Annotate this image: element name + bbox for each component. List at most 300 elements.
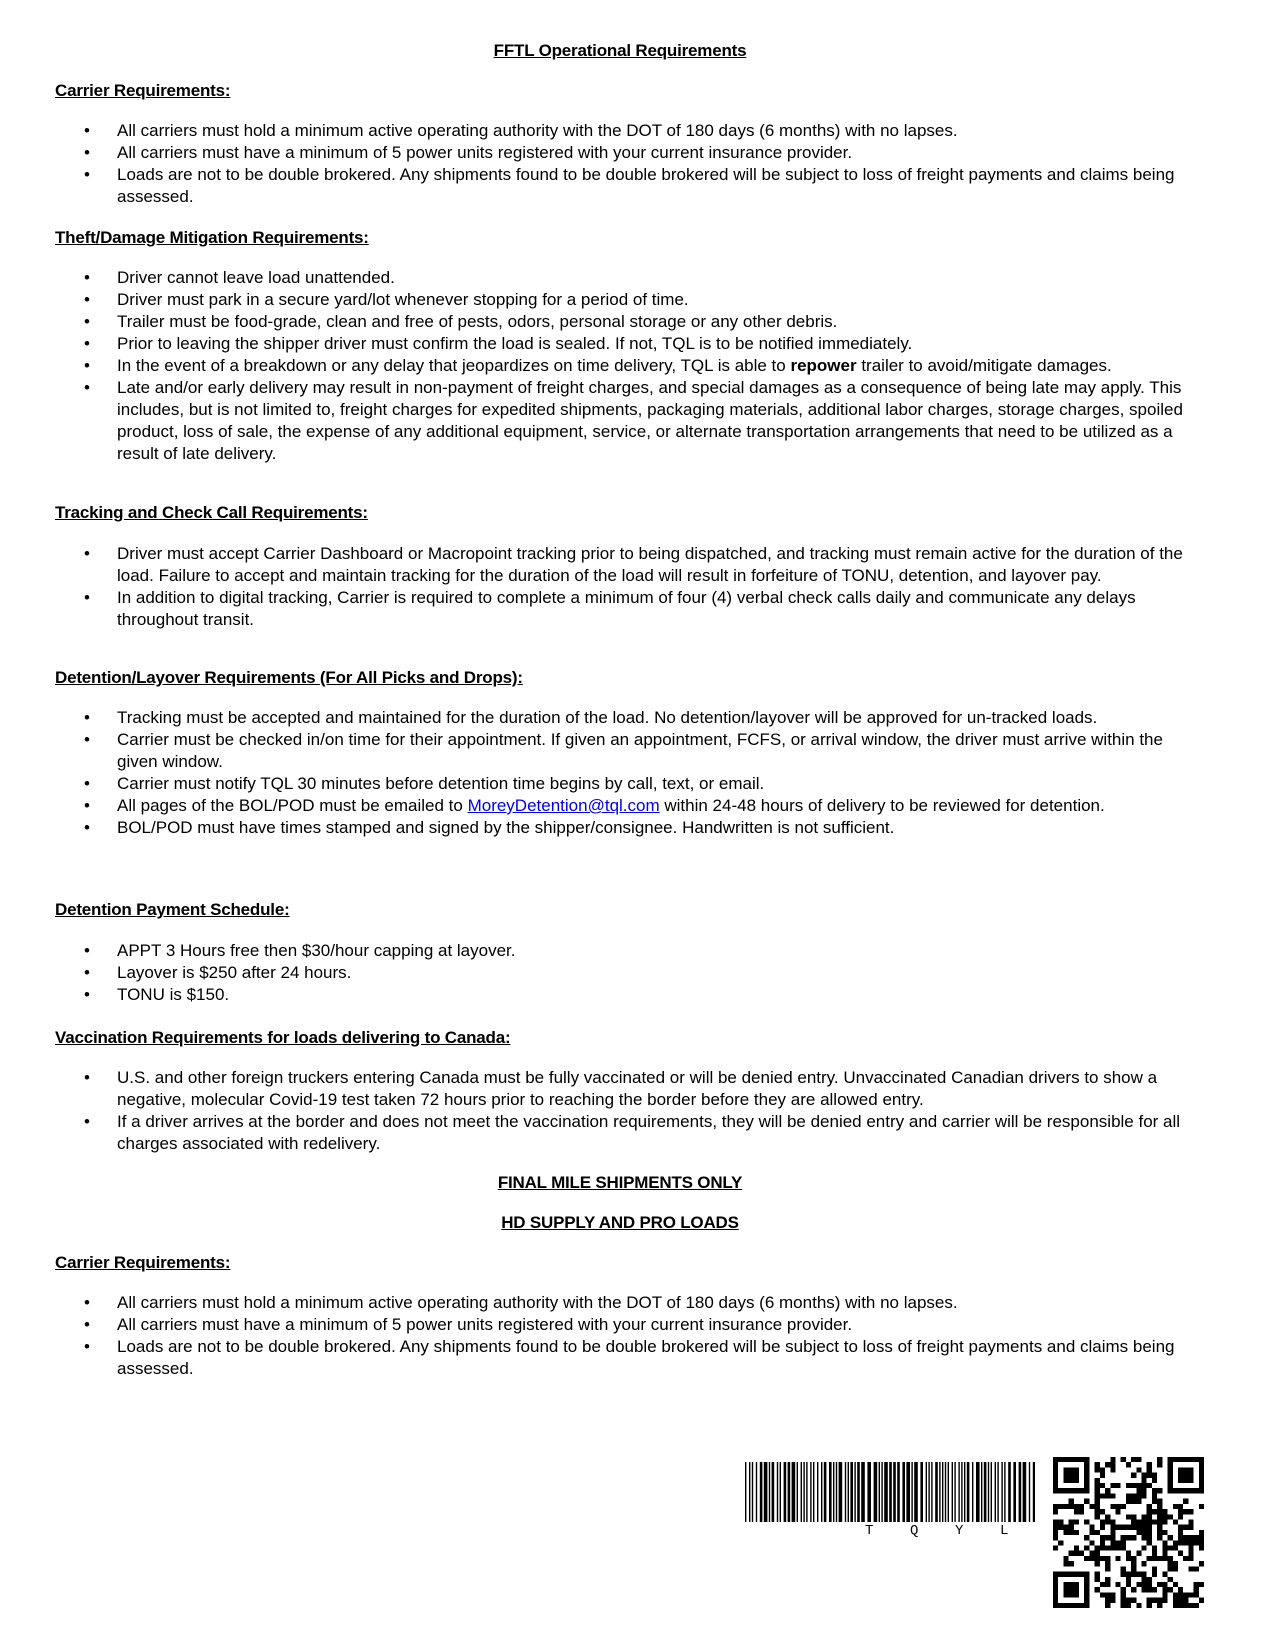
qr-module	[1084, 1483, 1089, 1488]
qr-module	[1110, 1519, 1115, 1524]
qr-module	[1183, 1556, 1188, 1561]
qr-module	[1194, 1603, 1199, 1608]
qr-module	[1147, 1598, 1152, 1603]
qr-module	[1110, 1535, 1115, 1540]
qr-module	[1053, 1457, 1058, 1462]
qr-module	[1074, 1587, 1079, 1592]
qr-module	[1173, 1457, 1178, 1462]
barcode-bar	[964, 1462, 965, 1522]
qr-module	[1168, 1535, 1173, 1540]
qr-module	[1173, 1561, 1178, 1566]
qr-module	[1089, 1556, 1094, 1561]
qr-module	[1188, 1478, 1193, 1483]
qr-module	[1147, 1483, 1152, 1488]
qr-module	[1121, 1592, 1126, 1597]
qr-module	[1188, 1556, 1193, 1561]
qr-module	[1110, 1493, 1115, 1498]
qr-module	[1178, 1457, 1183, 1462]
barcode-bar	[854, 1462, 855, 1522]
qr-module	[1136, 1530, 1141, 1535]
qr-module	[1100, 1467, 1105, 1472]
barcode-bar	[995, 1462, 996, 1522]
qr-module	[1131, 1556, 1136, 1561]
qr-module	[1173, 1603, 1178, 1608]
qr-module	[1053, 1603, 1058, 1608]
qr-module	[1152, 1493, 1157, 1498]
qr-module	[1173, 1566, 1178, 1571]
qr-module	[1152, 1566, 1157, 1571]
qr-module	[1105, 1566, 1110, 1571]
list-item: • Carrier must notify TQL 30 minutes before detention time begins by call, text, or email.	[55, 773, 1195, 795]
barcode-bar	[857, 1462, 860, 1522]
list-item: • Driver must accept Carrier Dashboard or Macropoint tracking prior to being dispatched, and tracking must remain active for the duration of the load. Failure to accept and maintain tracking for the duration of the load will result in forfeiture of TONU, detention, and layover pay.	[55, 543, 1195, 587]
qr-module	[1194, 1540, 1199, 1545]
qr-module	[1178, 1525, 1183, 1530]
qr-module	[1173, 1582, 1178, 1587]
qr-module	[1178, 1473, 1183, 1478]
qr-module	[1136, 1488, 1141, 1493]
qr-module	[1053, 1473, 1058, 1478]
qr-module	[1136, 1519, 1141, 1524]
qr-module	[1183, 1499, 1188, 1504]
barcode-bar	[760, 1462, 763, 1522]
qr-module	[1095, 1462, 1100, 1467]
qr-module	[1131, 1535, 1136, 1540]
qr-module	[1147, 1530, 1152, 1535]
qr-module	[1157, 1530, 1162, 1535]
barcode-bar	[931, 1462, 932, 1522]
barcode-bar	[836, 1462, 837, 1522]
barcode-bar	[1033, 1462, 1035, 1522]
qr-module	[1157, 1598, 1162, 1603]
qr-module	[1121, 1457, 1126, 1462]
qr-module	[1074, 1530, 1079, 1535]
vaccination-list	[55, 1067, 1195, 1155]
qr-module	[1147, 1582, 1152, 1587]
qr-module	[1095, 1546, 1100, 1551]
qr-module	[1173, 1546, 1178, 1551]
qr-module	[1115, 1509, 1120, 1514]
qr-module	[1162, 1519, 1167, 1524]
qr-module	[1100, 1509, 1105, 1514]
qr-module	[1136, 1483, 1141, 1488]
repower-text-after: trailer to avoid/mitigate damages.	[856, 356, 1112, 375]
list-item: • APPT 3 Hours free then $30/hour capping at layover.	[55, 940, 1195, 962]
barcode-bar	[833, 1462, 834, 1522]
qr-module	[1100, 1519, 1105, 1524]
barcode-bar	[769, 1462, 770, 1522]
qr-module	[1084, 1592, 1089, 1597]
barcode-bar	[988, 1462, 989, 1522]
qr-module	[1053, 1488, 1058, 1493]
qr-module	[1100, 1473, 1105, 1478]
qr-module	[1173, 1598, 1178, 1603]
qr-module	[1183, 1592, 1188, 1597]
qr-module	[1183, 1540, 1188, 1545]
qr-module	[1069, 1603, 1074, 1608]
qr-module	[1147, 1587, 1152, 1592]
qr-module	[1152, 1478, 1157, 1483]
barcode-bar	[920, 1462, 923, 1522]
qr-module	[1069, 1572, 1074, 1577]
qr-module	[1168, 1467, 1173, 1472]
qr-module	[1142, 1582, 1147, 1587]
list-item: • U.S. and other foreign truckers entering Canada must be fully vaccinated or will be denied entry. Unvaccinated Canadian drivers to show a negative, molecular Covid-19 test taken 72 hours prior to reaching the border before they are allowed entry.	[55, 1067, 1195, 1111]
qr-module	[1074, 1473, 1079, 1478]
qr-module	[1188, 1525, 1193, 1530]
qr-module	[1105, 1603, 1110, 1608]
qr-module	[1069, 1467, 1074, 1472]
barcode-bar	[948, 1462, 949, 1522]
qr-module	[1074, 1582, 1079, 1587]
qr-module	[1178, 1603, 1183, 1608]
qr-module	[1131, 1561, 1136, 1566]
qr-module	[1126, 1577, 1131, 1582]
qr-module	[1121, 1587, 1126, 1592]
qr-module	[1142, 1473, 1147, 1478]
qr-module	[1157, 1603, 1162, 1608]
qr-module	[1188, 1488, 1193, 1493]
qr-module	[1168, 1457, 1173, 1462]
theft-damage-list	[55, 267, 1195, 465]
qr-module	[1136, 1493, 1141, 1498]
barcode-bar	[780, 1462, 781, 1522]
qr-module	[1157, 1499, 1162, 1504]
carrier-requirements-list	[55, 120, 1195, 208]
list-item: • Late and/or early delivery may result in non-payment of freight charges, and special damages as a consequence of being late may apply. This includes, but is not limited to, freight charges for expedited shipments, packaging materials, additional labor charges, storage charges, spoiled product, loss of sale, the expense of any additional equipment, service, or alternate transportation arrangements that need to be utilized as a result of late delivery.	[55, 377, 1195, 465]
list-item: • All carriers must have a minimum of 5 power units registered with your current insurance provider.	[55, 1314, 1195, 1336]
qr-module	[1105, 1535, 1110, 1540]
qr-module	[1162, 1598, 1167, 1603]
qr-module	[1162, 1546, 1167, 1551]
qr-module	[1110, 1525, 1115, 1530]
barcode-bar	[926, 1462, 927, 1522]
qr-module	[1157, 1504, 1162, 1509]
qr-module	[1110, 1592, 1115, 1597]
qr-module	[1126, 1551, 1131, 1556]
qr-module	[1095, 1478, 1100, 1483]
qr-module	[1162, 1551, 1167, 1556]
barcode-bar	[839, 1462, 843, 1522]
qr-module	[1173, 1504, 1178, 1509]
qr-module	[1053, 1530, 1058, 1535]
barcode-bar	[952, 1462, 953, 1522]
qr-module	[1142, 1587, 1147, 1592]
list-item: • All carriers must have a minimum of 5 power units registered with your current insurance provider.	[55, 142, 1195, 164]
barcode-bar	[756, 1462, 757, 1522]
document-title: FFTL Operational Requirements	[493, 41, 747, 60]
final-mile-title: FINAL MILE SHIPMENTS ONLY	[497, 1173, 743, 1192]
qr-module	[1053, 1519, 1058, 1524]
qr-module	[1131, 1457, 1136, 1462]
barcode-label	[745, 1523, 1035, 1539]
qr-module	[1121, 1572, 1126, 1577]
qr-module	[1115, 1525, 1120, 1530]
qr-module	[1105, 1582, 1110, 1587]
qr-module	[1063, 1561, 1068, 1566]
qr-module	[1089, 1525, 1094, 1530]
qr-module	[1069, 1473, 1074, 1478]
final-carrier-requirements-heading: Carrier Requirements:	[55, 1253, 231, 1272]
qr-module	[1136, 1467, 1141, 1472]
qr-module	[1110, 1483, 1115, 1488]
qr-module	[1084, 1535, 1089, 1540]
qr-module	[1199, 1598, 1204, 1603]
barcode-bar	[867, 1462, 871, 1522]
qr-module	[1126, 1572, 1131, 1577]
qr-module	[1121, 1598, 1126, 1603]
qr-module	[1162, 1540, 1167, 1545]
qr-module	[1173, 1488, 1178, 1493]
qr-module	[1095, 1493, 1100, 1498]
qr-module	[1110, 1540, 1115, 1545]
qr-module	[1084, 1462, 1089, 1467]
qr-module	[1053, 1587, 1058, 1592]
list-item: • TONU is $150.	[55, 984, 1195, 1006]
qr-module	[1063, 1473, 1068, 1478]
qr-module	[1069, 1519, 1074, 1524]
barcode-bar	[981, 1462, 982, 1522]
qr-module	[1074, 1603, 1079, 1608]
qr-module	[1199, 1540, 1204, 1545]
barcode-bar	[945, 1462, 946, 1522]
qr-module	[1188, 1592, 1193, 1597]
final-carrier-requirements-list	[55, 1292, 1195, 1380]
qr-module	[1063, 1603, 1068, 1608]
qr-module	[1152, 1598, 1157, 1603]
qr-module	[1100, 1525, 1105, 1530]
tracking-heading: Tracking and Check Call Requirements:	[55, 503, 368, 522]
qr-module	[1110, 1530, 1115, 1535]
barcode-bar	[745, 1462, 746, 1522]
list-item: • Driver must park in a secure yard/lot whenever stopping for a period of time.	[55, 289, 1195, 311]
qr-module	[1084, 1499, 1089, 1504]
qr-module	[1069, 1551, 1074, 1556]
qr-module	[1069, 1582, 1074, 1587]
qr-module	[1058, 1488, 1063, 1493]
qr-module	[1079, 1504, 1084, 1509]
theft-damage-heading: Theft/Damage Mitigation Requirements:	[55, 228, 369, 247]
barcode-bar	[1004, 1462, 1005, 1522]
barcode-bar	[984, 1462, 987, 1522]
qr-module	[1069, 1478, 1074, 1483]
qr-module	[1162, 1582, 1167, 1587]
qr-module	[1110, 1598, 1115, 1603]
qr-module	[1194, 1582, 1199, 1587]
qr-module	[1115, 1546, 1120, 1551]
qr-module	[1069, 1530, 1074, 1535]
qr-module	[1084, 1478, 1089, 1483]
qr-module	[1194, 1592, 1199, 1597]
qr-module	[1131, 1519, 1136, 1524]
qr-module	[1100, 1582, 1105, 1587]
qr-module	[1095, 1499, 1100, 1504]
qr-module	[1152, 1473, 1157, 1478]
qr-module	[1131, 1598, 1136, 1603]
qr-module	[1178, 1478, 1183, 1483]
qr-module	[1074, 1572, 1079, 1577]
qr-module	[1142, 1525, 1147, 1530]
qr-module	[1136, 1457, 1141, 1462]
qr-module	[1173, 1540, 1178, 1545]
qr-module	[1121, 1540, 1126, 1545]
qr-module	[1168, 1546, 1173, 1551]
qr-module	[1199, 1467, 1204, 1472]
qr-module	[1157, 1582, 1162, 1587]
qr-module	[1069, 1457, 1074, 1462]
qr-module	[1173, 1519, 1178, 1524]
qr-module	[1147, 1462, 1152, 1467]
qr-module	[1147, 1577, 1152, 1582]
barcode-bar	[911, 1462, 912, 1522]
qr-module	[1183, 1525, 1188, 1530]
qr-module	[1105, 1556, 1110, 1561]
qr-module	[1168, 1577, 1173, 1582]
qr-module	[1053, 1572, 1058, 1577]
qr-module	[1183, 1603, 1188, 1608]
qr-module	[1199, 1462, 1204, 1467]
qr-module	[1131, 1514, 1136, 1519]
qr-module	[1199, 1561, 1204, 1566]
qr-module	[1188, 1519, 1193, 1524]
barcode-char: T	[865, 1523, 874, 1539]
qr-module	[1058, 1572, 1063, 1577]
barcode-bar	[935, 1462, 938, 1522]
barcode-bar	[991, 1462, 992, 1522]
qr-module	[1131, 1483, 1136, 1488]
qr-module	[1162, 1530, 1167, 1535]
qr-module	[1136, 1603, 1141, 1608]
barcode-bar	[792, 1462, 796, 1522]
barcode-bar	[879, 1462, 880, 1522]
barcode-bar	[954, 1462, 955, 1522]
qr-module	[1069, 1592, 1074, 1597]
qr-module	[1110, 1467, 1115, 1472]
qr-module	[1178, 1530, 1183, 1535]
qr-module	[1142, 1488, 1147, 1493]
barcode-bar	[797, 1462, 798, 1522]
qr-module	[1126, 1603, 1131, 1608]
carrier-requirements-heading: Carrier Requirements:	[55, 81, 231, 100]
qr-module	[1058, 1457, 1063, 1462]
qr-module	[1069, 1504, 1074, 1509]
qr-module	[1115, 1483, 1120, 1488]
qr-module	[1126, 1535, 1131, 1540]
qr-module	[1053, 1598, 1058, 1603]
barcode-bar	[801, 1462, 802, 1522]
qr-module	[1084, 1598, 1089, 1603]
barcode-bar	[784, 1462, 787, 1522]
detention-email-link[interactable]: MoreyDetention@tql.com	[467, 796, 660, 815]
qr-module	[1136, 1499, 1141, 1504]
qr-module	[1053, 1504, 1058, 1509]
qr-module	[1095, 1551, 1100, 1556]
barcode-bar	[958, 1462, 959, 1522]
barcode-bar	[939, 1462, 940, 1522]
qr-module	[1121, 1566, 1126, 1571]
barcode-bar	[752, 1462, 753, 1522]
qr-module	[1126, 1483, 1131, 1488]
qr-module	[1142, 1546, 1147, 1551]
barcode-bar	[1029, 1462, 1030, 1522]
list-item: • If a driver arrives at the border and does not meet the vaccination requirements, they will be denied entry and carrier will be responsible for all charges associated with redelivery.	[55, 1111, 1195, 1155]
barcode-bar	[803, 1462, 804, 1522]
qr-module	[1084, 1519, 1089, 1524]
qr-module	[1142, 1572, 1147, 1577]
qr-module	[1063, 1582, 1068, 1587]
qr-module	[1095, 1488, 1100, 1493]
qr-module	[1147, 1540, 1152, 1545]
qr-module	[1063, 1457, 1068, 1462]
list-item: • In addition to digital tracking, Carrier is required to complete a minimum of four (4) verbal check calls daily and communicate any delays throughout transit.	[55, 587, 1195, 631]
qr-module	[1121, 1603, 1126, 1608]
qr-module	[1121, 1546, 1126, 1551]
qr-module	[1095, 1587, 1100, 1592]
qr-module	[1089, 1504, 1094, 1509]
qr-module	[1183, 1473, 1188, 1478]
qr-module	[1084, 1572, 1089, 1577]
qr-module	[1147, 1514, 1152, 1519]
qr-module	[1199, 1483, 1204, 1488]
qr-module	[1074, 1592, 1079, 1597]
qr-module	[1084, 1603, 1089, 1608]
qr-module	[1188, 1473, 1193, 1478]
list-item: • Driver cannot leave load unattended.	[55, 267, 1195, 289]
barcode-bar	[961, 1462, 962, 1522]
qr-module	[1126, 1556, 1131, 1561]
qr-module	[1194, 1457, 1199, 1462]
qr-module	[1142, 1561, 1147, 1566]
qr-module	[1199, 1530, 1204, 1535]
qr-module	[1063, 1488, 1068, 1493]
qr-module	[1053, 1577, 1058, 1582]
qr-module	[1188, 1546, 1193, 1551]
qr-module	[1074, 1467, 1079, 1472]
qr-module	[1147, 1556, 1152, 1561]
barcode-bar	[928, 1462, 929, 1522]
list-item: • Trailer must be food-grade, clean and free of pests, odors, personal storage or any other debris.	[55, 311, 1195, 333]
qr-module	[1157, 1519, 1162, 1524]
qr-module	[1152, 1556, 1157, 1561]
qr-module	[1199, 1473, 1204, 1478]
qr-module	[1147, 1603, 1152, 1608]
qr-module	[1188, 1457, 1193, 1462]
barcode-bar	[1013, 1462, 1016, 1522]
qr-module	[1053, 1467, 1058, 1472]
qr-module	[1115, 1540, 1120, 1545]
qr-module	[1199, 1504, 1204, 1509]
list-item	[55, 795, 1195, 817]
qr-module	[1188, 1509, 1193, 1514]
qr-module	[1105, 1598, 1110, 1603]
qr-module	[1079, 1457, 1084, 1462]
qr-module	[1188, 1467, 1193, 1472]
qr-module	[1100, 1535, 1105, 1540]
qr-module	[1058, 1504, 1063, 1509]
qr-module	[1058, 1540, 1063, 1545]
qr-module	[1147, 1473, 1152, 1478]
qr-module	[1183, 1467, 1188, 1472]
qr-module	[1079, 1603, 1084, 1608]
email-text-after: within 24-48 hours of delivery to be reviewed for detention.	[659, 796, 1105, 815]
list-item: • Layover is $250 after 24 hours.	[55, 962, 1195, 984]
qr-module	[1142, 1519, 1147, 1524]
qr-module	[1183, 1535, 1188, 1540]
qr-module	[1183, 1457, 1188, 1462]
qr-module	[1074, 1457, 1079, 1462]
qr-module	[1157, 1556, 1162, 1561]
qr-module	[1084, 1467, 1089, 1472]
